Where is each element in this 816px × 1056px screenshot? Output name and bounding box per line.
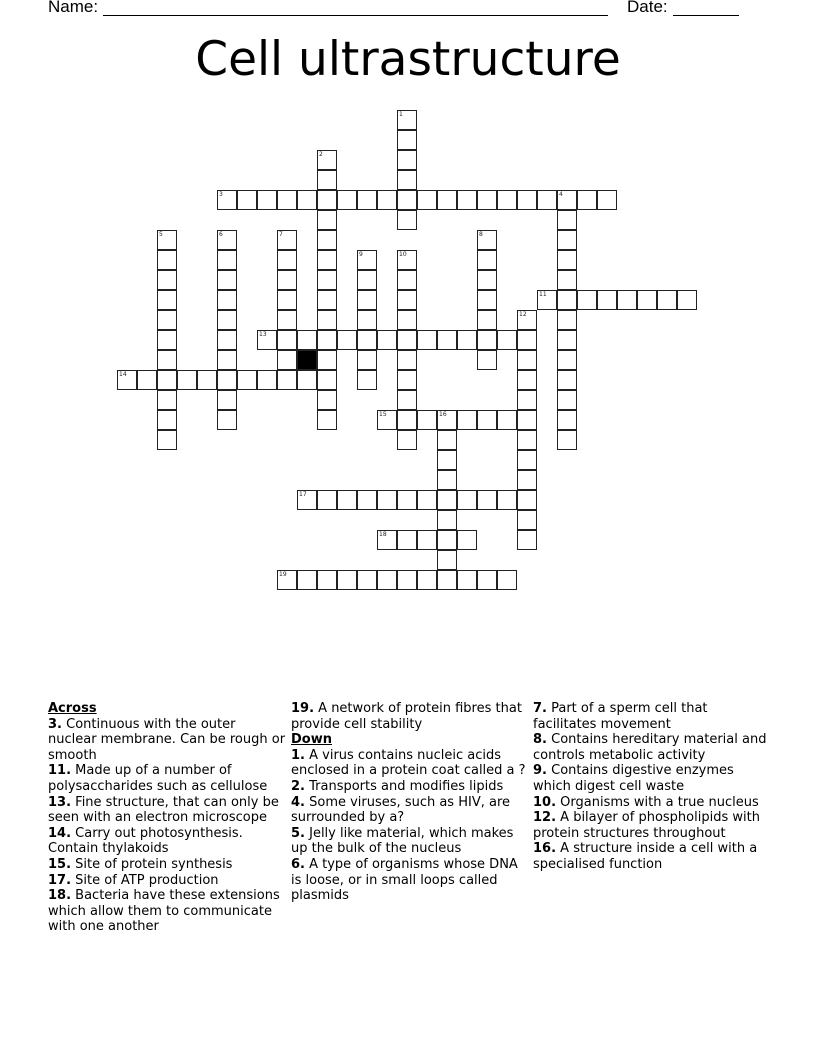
- clue-text: A structure inside a cell with a specialised function: [533, 841, 758, 872]
- crossword-cell[interactable]: [517, 190, 537, 210]
- crossword-cell[interactable]: [397, 390, 417, 410]
- crossword-cell[interactable]: [317, 330, 337, 350]
- crossword-cell[interactable]: [197, 370, 217, 390]
- crossword-cell[interactable]: [357, 490, 377, 510]
- crossword-cell[interactable]: [397, 130, 417, 150]
- clue-text: Carry out photosynthesis. Contain thylakoids: [48, 825, 243, 857]
- crossword-cell[interactable]: [317, 350, 337, 370]
- clue-number-label: 1.: [291, 747, 305, 763]
- clue-down-6: [291, 857, 531, 904]
- clue-number: 17: [299, 491, 307, 498]
- crossword-cell[interactable]: [437, 410, 457, 430]
- clue-text: A type of organisms whose DNA is loose, or in small loops called plasmids: [291, 856, 518, 904]
- crossword-cell[interactable]: [417, 490, 437, 510]
- crossword-cell[interactable]: [397, 170, 417, 190]
- crossword-cell[interactable]: [217, 250, 237, 270]
- crossword-cell[interactable]: [517, 370, 537, 390]
- crossword-cell[interactable]: [337, 490, 357, 510]
- crossword-cell[interactable]: [477, 250, 497, 270]
- clue-number-label: 12.: [533, 810, 557, 826]
- clue-across-14: [48, 826, 288, 857]
- clue-text: Made up of a number of polysaccharides such as cellulose: [48, 763, 268, 794]
- crossword-cell[interactable]: [317, 150, 337, 170]
- crossword-cell[interactable]: [157, 270, 177, 290]
- crossword-cell[interactable]: [537, 290, 557, 310]
- crossword-cell[interactable]: [277, 250, 297, 270]
- clue-text: Site of ATP production: [71, 872, 219, 888]
- crossword-cell[interactable]: [117, 370, 137, 390]
- clue-number-label: 3.: [48, 716, 62, 732]
- crossword-cell[interactable]: [157, 430, 177, 450]
- crossword-cell[interactable]: [597, 190, 617, 210]
- crossword-cell[interactable]: [557, 410, 577, 430]
- crossword-cell[interactable]: [397, 270, 417, 290]
- crossword-cell[interactable]: [437, 530, 457, 550]
- clue-across-15: [48, 857, 288, 873]
- crossword-cell[interactable]: [597, 290, 617, 310]
- crossword-cell[interactable]: [557, 190, 577, 210]
- crossword-cell[interactable]: [577, 190, 597, 210]
- crossword-cell[interactable]: [497, 410, 517, 430]
- crossword-cell[interactable]: [517, 510, 537, 530]
- crossword-cell[interactable]: [437, 450, 457, 470]
- crossword-cell[interactable]: [317, 190, 337, 210]
- crossword-cell[interactable]: [557, 430, 577, 450]
- crossword-cell[interactable]: [497, 190, 517, 210]
- clue-number: 18: [379, 531, 387, 538]
- crossword-cell[interactable]: [337, 330, 357, 350]
- crossword-cell[interactable]: [397, 410, 417, 430]
- crossword-cell[interactable]: [497, 490, 517, 510]
- crossword-cell[interactable]: [317, 210, 337, 230]
- crossword-cell[interactable]: [277, 330, 297, 350]
- crossword-cell[interactable]: [297, 190, 317, 210]
- clue-number-label: 4.: [291, 794, 305, 810]
- clue-number: 7: [279, 231, 283, 238]
- clue-number-label: 18.: [48, 888, 72, 904]
- crossword-cell[interactable]: [397, 250, 417, 270]
- clue-text: Contains hereditary material and controls metabolic activity: [533, 732, 767, 763]
- crossword-cell[interactable]: [397, 210, 417, 230]
- crossword-cell[interactable]: [457, 530, 477, 550]
- clue-number-label: 17.: [48, 872, 72, 888]
- crossword-cell[interactable]: [237, 370, 257, 390]
- clue-number: 9: [359, 251, 363, 258]
- crossword-cell[interactable]: [157, 330, 177, 350]
- clue-number-label: 2.: [291, 778, 305, 794]
- clue-down-1: [291, 748, 531, 779]
- crossword-cell[interactable]: [557, 210, 577, 230]
- crossword-cell[interactable]: [157, 310, 177, 330]
- clue-text: Organisms with a true nucleus: [556, 794, 759, 810]
- clue-number-label: 7.: [533, 701, 547, 716]
- crossword-cell[interactable]: [297, 490, 317, 510]
- crossword-cell[interactable]: [397, 310, 417, 330]
- clue-text: Contains digestive enzymes which digest cell waste: [533, 763, 734, 794]
- crossword-cell[interactable]: [177, 370, 197, 390]
- clue-number: 16: [439, 411, 447, 418]
- crossword-cell[interactable]: [377, 190, 397, 210]
- clue-number: 14: [119, 371, 127, 378]
- clue-text: Fine structure, that can only be seen with an electron microscope: [48, 794, 279, 826]
- crossword-cell[interactable]: [257, 370, 277, 390]
- crossword-cell[interactable]: [557, 230, 577, 250]
- crossword-cell[interactable]: [277, 350, 297, 370]
- black-square: [297, 350, 317, 370]
- crossword-cell[interactable]: [317, 410, 337, 430]
- crossword-cell[interactable]: [357, 330, 377, 350]
- clue-down-9: [533, 763, 773, 794]
- crossword-cell[interactable]: [557, 350, 577, 370]
- crossword-cell[interactable]: [317, 310, 337, 330]
- clue-down-8: [533, 732, 773, 763]
- crossword-cell[interactable]: [517, 310, 537, 330]
- crossword-cell[interactable]: [297, 570, 317, 590]
- crossword-cell[interactable]: [497, 330, 517, 350]
- crossword-cell[interactable]: [397, 570, 417, 590]
- crossword-cell[interactable]: [357, 310, 377, 330]
- clue-across-13: [48, 795, 288, 826]
- crossword-cell[interactable]: [417, 330, 437, 350]
- crossword-cell[interactable]: [157, 390, 177, 410]
- crossword-cell[interactable]: [217, 190, 237, 210]
- clue-number-label: 13.: [48, 794, 72, 810]
- clue-number: 19: [279, 571, 287, 578]
- crossword-cell[interactable]: [397, 110, 417, 130]
- crossword-cell[interactable]: [217, 330, 237, 350]
- crossword-cell[interactable]: [377, 570, 397, 590]
- crossword-cell[interactable]: [217, 310, 237, 330]
- crossword-cell[interactable]: [477, 290, 497, 310]
- clue-text: Bacteria have these extensions which allow them to communicate with one another: [48, 888, 280, 935]
- crossword-cell[interactable]: [477, 570, 497, 590]
- crossword-cell[interactable]: [337, 570, 357, 590]
- clue-text: A network of protein fibres that provide cell stability: [291, 701, 522, 732]
- clue-number-label: 15.: [48, 856, 72, 872]
- crossword-cell[interactable]: [437, 470, 457, 490]
- crossword-cell[interactable]: [337, 190, 357, 210]
- crossword-cell[interactable]: [397, 350, 417, 370]
- clue-number: 8: [479, 231, 483, 238]
- crossword-cell[interactable]: [517, 330, 537, 350]
- crossword-cell[interactable]: [157, 250, 177, 270]
- clue-text: Transports and modifies lipids: [304, 778, 504, 794]
- crossword-cell[interactable]: [157, 410, 177, 430]
- crossword-cell[interactable]: [357, 190, 377, 210]
- crossword-cell[interactable]: [317, 250, 337, 270]
- down-heading: Down: [291, 732, 332, 748]
- clue-across-11: [48, 763, 288, 794]
- crossword-cell[interactable]: [457, 570, 477, 590]
- crossword-cell[interactable]: [677, 290, 697, 310]
- crossword-cell[interactable]: [517, 430, 537, 450]
- crossword-cell[interactable]: [437, 430, 457, 450]
- crossword-cell[interactable]: [217, 410, 237, 430]
- crossword-cell[interactable]: [657, 290, 677, 310]
- crossword-cell[interactable]: [277, 270, 297, 290]
- clue-number-label: 6.: [291, 856, 305, 872]
- crossword-cell[interactable]: [397, 490, 417, 510]
- crossword-cell[interactable]: [317, 230, 337, 250]
- crossword-cell[interactable]: [217, 390, 237, 410]
- clue-down-16: [533, 841, 773, 872]
- clue-across-19: [291, 701, 531, 732]
- clue-number: 12: [519, 311, 527, 318]
- clue-number: 4: [559, 191, 563, 198]
- crossword-cell[interactable]: [417, 530, 437, 550]
- crossword-cell[interactable]: [477, 270, 497, 290]
- crossword-cell[interactable]: [437, 190, 457, 210]
- crossword-cell[interactable]: [357, 370, 377, 390]
- crossword-cell[interactable]: [497, 570, 517, 590]
- clue-number: 13: [259, 331, 267, 338]
- clue-number-label: 14.: [48, 825, 72, 841]
- clue-number-label: 16.: [533, 841, 557, 857]
- clue-number-label: 19.: [291, 701, 315, 716]
- crossword-cell[interactable]: [557, 330, 577, 350]
- crossword-cell[interactable]: [217, 270, 237, 290]
- clue-across-17: [48, 873, 288, 889]
- crossword-cell[interactable]: [557, 270, 577, 290]
- crossword-cell[interactable]: [477, 190, 497, 210]
- crossword-cell[interactable]: [477, 230, 497, 250]
- clue-number: 10: [399, 251, 407, 258]
- crossword-cell[interactable]: [297, 330, 317, 350]
- clue-text: A bilayer of phospholipids with protein structures throughout: [533, 810, 760, 841]
- crossword-cell[interactable]: [377, 490, 397, 510]
- clue-number-label: 11.: [48, 763, 72, 779]
- clue-number: 15: [379, 411, 387, 418]
- crossword-cell[interactable]: [397, 150, 417, 170]
- crossword-cell[interactable]: [557, 310, 577, 330]
- crossword-cell[interactable]: [457, 410, 477, 430]
- crossword-cell[interactable]: [277, 570, 297, 590]
- clues-column-1: [48, 701, 288, 935]
- crossword-cell[interactable]: [317, 370, 337, 390]
- crossword-cell[interactable]: [437, 330, 457, 350]
- crossword-cell[interactable]: [417, 410, 437, 430]
- clue-down-12: [533, 810, 773, 841]
- crossword-cell[interactable]: [457, 330, 477, 350]
- crossword-cell[interactable]: [317, 390, 337, 410]
- across-heading: Across: [48, 701, 97, 716]
- clue-number: 6: [219, 231, 223, 238]
- crossword-cell[interactable]: [457, 490, 477, 510]
- crossword-cell[interactable]: [277, 370, 297, 390]
- crossword-cell[interactable]: [557, 290, 577, 310]
- crossword-cell[interactable]: [477, 410, 497, 430]
- crossword-cell[interactable]: [297, 370, 317, 390]
- crossword-cell[interactable]: [557, 370, 577, 390]
- date-label: Date:: [627, 0, 668, 16]
- crossword-cell[interactable]: [437, 570, 457, 590]
- crossword-cell[interactable]: [397, 330, 417, 350]
- crossword-cell[interactable]: [137, 370, 157, 390]
- clue-across-18: [48, 888, 288, 935]
- clue-text: Part of a sperm cell that facilitates movement: [533, 701, 708, 732]
- crossword-cell[interactable]: [217, 290, 237, 310]
- crossword-cell[interactable]: [157, 230, 177, 250]
- crossword-cell[interactable]: [217, 230, 237, 250]
- clue-number: 5: [159, 231, 163, 238]
- crossword-cell[interactable]: [397, 290, 417, 310]
- crossword-cell[interactable]: [217, 350, 237, 370]
- crossword-cell[interactable]: [317, 170, 337, 190]
- clue-number: 2: [319, 151, 323, 158]
- crossword-cell[interactable]: [377, 410, 397, 430]
- clue-number: 11: [539, 291, 547, 298]
- crossword-cell[interactable]: [577, 290, 597, 310]
- crossword-cell[interactable]: [517, 530, 537, 550]
- crossword-cell[interactable]: [357, 350, 377, 370]
- clue-down-7: [533, 701, 773, 732]
- crossword-cell[interactable]: [377, 530, 397, 550]
- crossword-cell[interactable]: [457, 190, 477, 210]
- crossword-cell[interactable]: [417, 190, 437, 210]
- name-label: Name:: [48, 0, 99, 16]
- crossword-cell[interactable]: [237, 190, 257, 210]
- crossword-cell[interactable]: [357, 270, 377, 290]
- clue-text: Continuous with the outer nuclear membrane. Can be rough or smooth: [48, 716, 286, 763]
- crossword-cell[interactable]: [277, 310, 297, 330]
- clue-down-5: [291, 826, 531, 857]
- crossword-cell[interactable]: [397, 370, 417, 390]
- crossword-cell[interactable]: [277, 230, 297, 250]
- crossword-cell[interactable]: [357, 250, 377, 270]
- clue-down-10: [533, 795, 773, 811]
- crossword-cell[interactable]: [317, 490, 337, 510]
- crossword-cell[interactable]: [517, 410, 537, 430]
- crossword-cell[interactable]: [317, 570, 337, 590]
- crossword-cell[interactable]: [517, 390, 537, 410]
- clue-text: A virus contains nucleic acids enclosed in a protein coat called a ?: [291, 747, 526, 779]
- crossword-cell[interactable]: [377, 330, 397, 350]
- crossword-cell[interactable]: [317, 270, 337, 290]
- crossword-cell[interactable]: [617, 290, 637, 310]
- crossword-cell[interactable]: [217, 370, 237, 390]
- crossword-cell[interactable]: [557, 250, 577, 270]
- crossword-cell[interactable]: [357, 570, 377, 590]
- clue-across-3: [48, 717, 288, 764]
- crossword-cell[interactable]: [517, 470, 537, 490]
- crossword-cell[interactable]: [477, 350, 497, 370]
- crossword-cell[interactable]: [517, 350, 537, 370]
- clue-down-2: [291, 779, 531, 795]
- crossword-cell[interactable]: [157, 350, 177, 370]
- crossword-cell[interactable]: [517, 450, 537, 470]
- clue-number-label: 9.: [533, 763, 547, 779]
- page-title: Cell ultrastructure: [195, 32, 621, 87]
- crossword-cell[interactable]: [277, 190, 297, 210]
- crossword-cell[interactable]: [537, 190, 557, 210]
- clue-text: Jelly like material, which makes up the bulk of the nucleus: [291, 825, 514, 857]
- crossword-cell[interactable]: [317, 290, 337, 310]
- clue-number: 3: [219, 191, 223, 198]
- clue-number-label: 5.: [291, 825, 305, 841]
- crossword-cell[interactable]: [477, 330, 497, 350]
- crossword-cell[interactable]: [277, 290, 297, 310]
- clue-down-4: [291, 795, 531, 826]
- clue-text: Some viruses, such as HIV, are surrounded by a?: [291, 794, 511, 826]
- crossword-cell[interactable]: [477, 310, 497, 330]
- clues-column-3: [533, 701, 773, 873]
- crossword-cell[interactable]: [477, 490, 497, 510]
- crossword-cell[interactable]: [557, 390, 577, 410]
- crossword-cell[interactable]: [437, 510, 457, 530]
- crossword-cell[interactable]: [517, 490, 537, 510]
- clue-number: 1: [399, 111, 403, 118]
- clue-number-label: 8.: [533, 732, 547, 748]
- crossword-cell[interactable]: [397, 430, 417, 450]
- clue-text: Site of protein synthesis: [71, 856, 233, 872]
- crossword-cell[interactable]: [397, 530, 417, 550]
- crossword-cell[interactable]: [257, 330, 277, 350]
- crossword-cell[interactable]: [417, 570, 437, 590]
- crossword-cell[interactable]: [257, 190, 277, 210]
- crossword-cell[interactable]: [437, 490, 457, 510]
- crossword-cell[interactable]: [397, 190, 417, 210]
- crossword-cell[interactable]: [157, 370, 177, 390]
- crossword-cell[interactable]: [357, 290, 377, 310]
- clues-column-2: [291, 701, 531, 904]
- clue-number-label: 10.: [533, 794, 557, 810]
- crossword-cell[interactable]: [637, 290, 657, 310]
- crossword-cell[interactable]: [437, 550, 457, 570]
- crossword-cell[interactable]: [157, 290, 177, 310]
